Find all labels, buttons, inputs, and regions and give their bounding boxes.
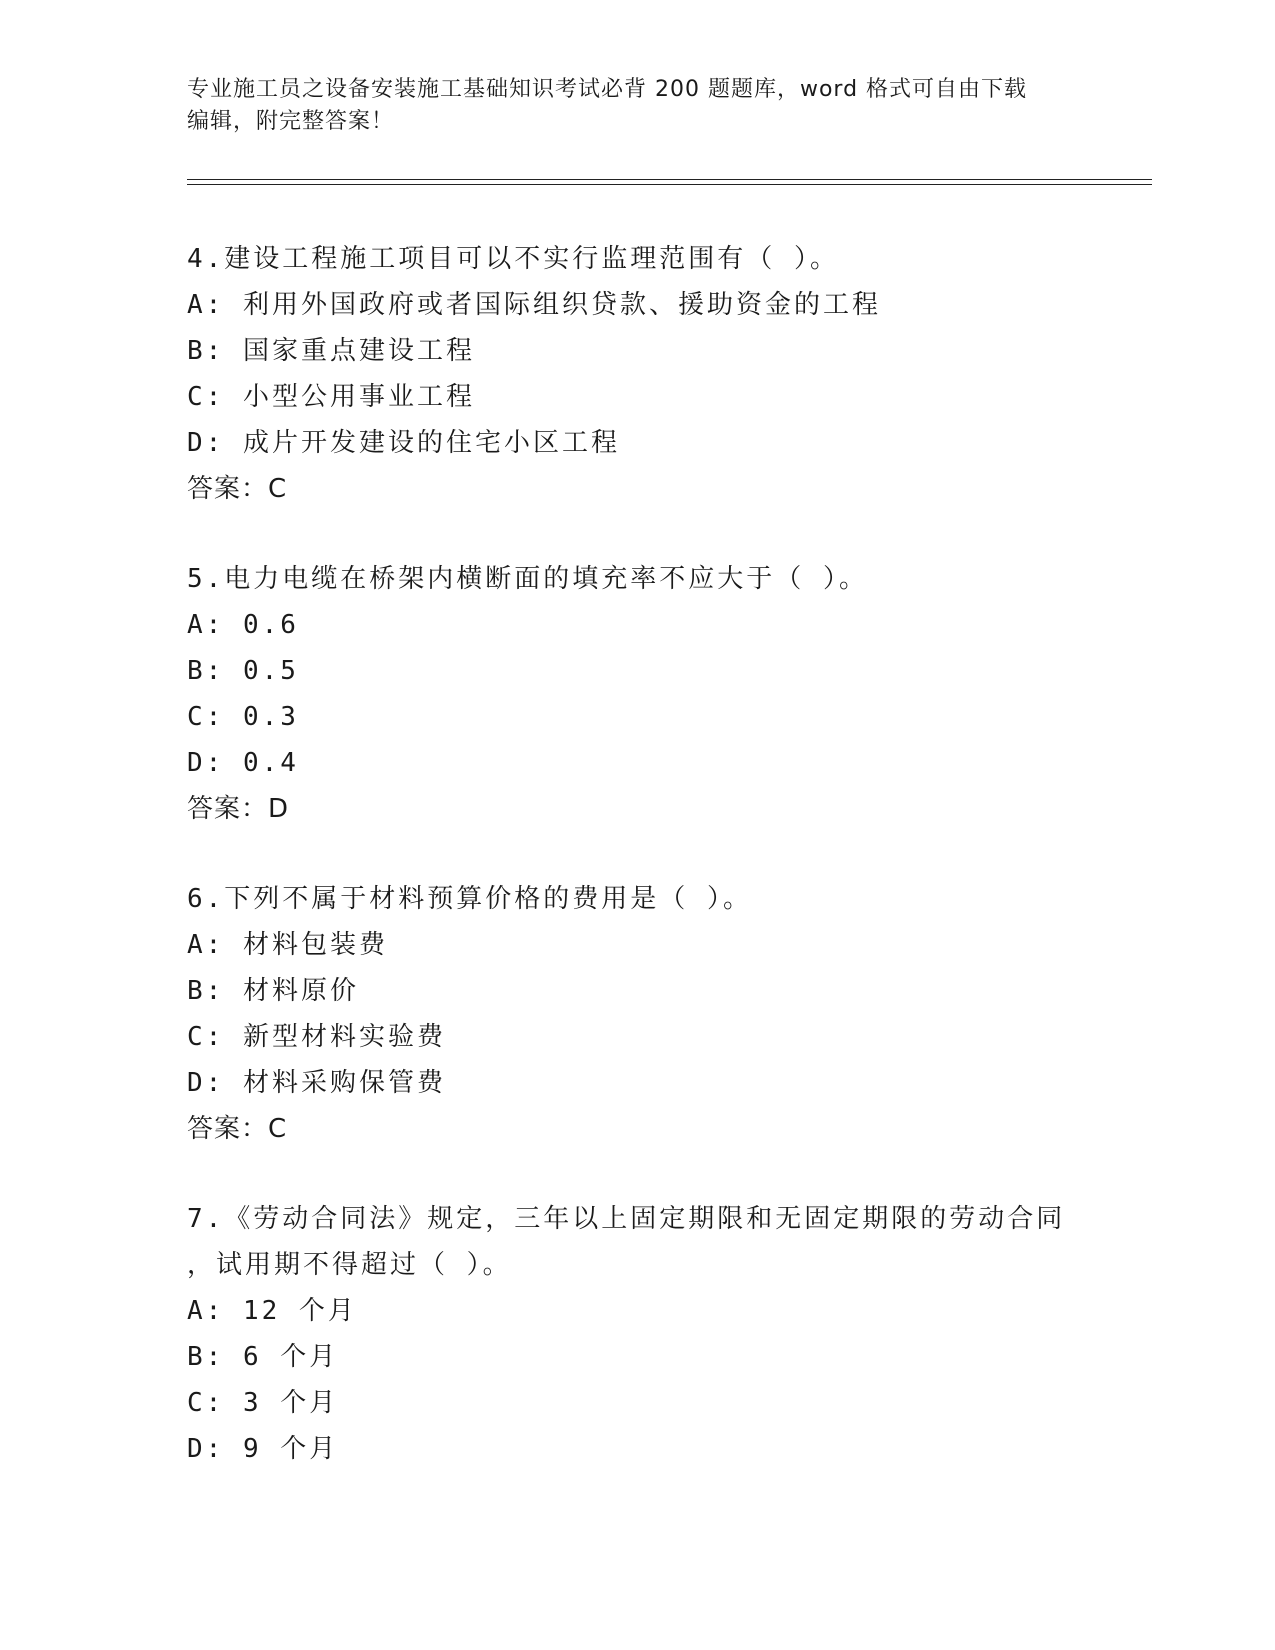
question-stem-line-1: 7.《劳动合同法》规定，三年以上固定期限和无固定期限的劳动合同: [187, 1204, 1066, 1234]
question-4: [187, 236, 1087, 512]
option-b: B: 6 个月: [187, 1342, 339, 1372]
option-b: B: 0.5: [187, 656, 299, 686]
option-a: A: 0.6: [187, 610, 299, 640]
option-c: C: 3 个月: [187, 1388, 339, 1418]
option-d: D: 9 个月: [187, 1434, 339, 1464]
option-c: C: 0.3: [187, 702, 299, 732]
option-c: C: 小型公用事业工程: [187, 382, 475, 412]
option-a: A: 利用外国政府或者国际组织贷款、援助资金的工程: [187, 290, 881, 320]
answer-label: 答案：D: [187, 794, 290, 824]
question-5: [187, 556, 1087, 832]
answer-label: 答案：C: [187, 474, 288, 504]
question-stem: 4.建设工程施工项目可以不实行监理范围有（ ）。: [187, 244, 839, 274]
answer-label: 答案：C: [187, 1114, 288, 1144]
header-divider-bottom: [187, 184, 1152, 185]
header-divider-top: [187, 179, 1152, 180]
option-a: A: 材料包装费: [187, 930, 388, 960]
option-b: B: 国家重点建设工程: [187, 336, 475, 366]
header-title-line-2: 编辑，附完整答案！: [187, 109, 395, 134]
question-stem: 6.下列不属于材料预算价格的费用是（ ）。: [187, 884, 752, 914]
option-d: D: 0.4: [187, 748, 299, 778]
option-d: D: 材料采购保管费: [187, 1068, 446, 1098]
question-7: [187, 1196, 1087, 1472]
option-d: D: 成片开发建设的住宅小区工程: [187, 428, 620, 458]
question-stem-line-2: ，试用期不得超过（ ）。: [187, 1250, 512, 1280]
question-6: [187, 876, 1087, 1152]
question-stem: 5.电力电缆在桥架内横断面的填充率不应大于（ ）。: [187, 564, 868, 594]
option-b: B: 材料原价: [187, 976, 359, 1006]
header-title-line-1: 专业施工员之设备安装施工基础知识考试必背 200 题题库，word 格式可自由下载: [187, 77, 1028, 102]
option-c: C: 新型材料实验费: [187, 1022, 446, 1052]
option-a: A: 12 个月: [187, 1296, 357, 1326]
document-header: [187, 74, 1087, 138]
